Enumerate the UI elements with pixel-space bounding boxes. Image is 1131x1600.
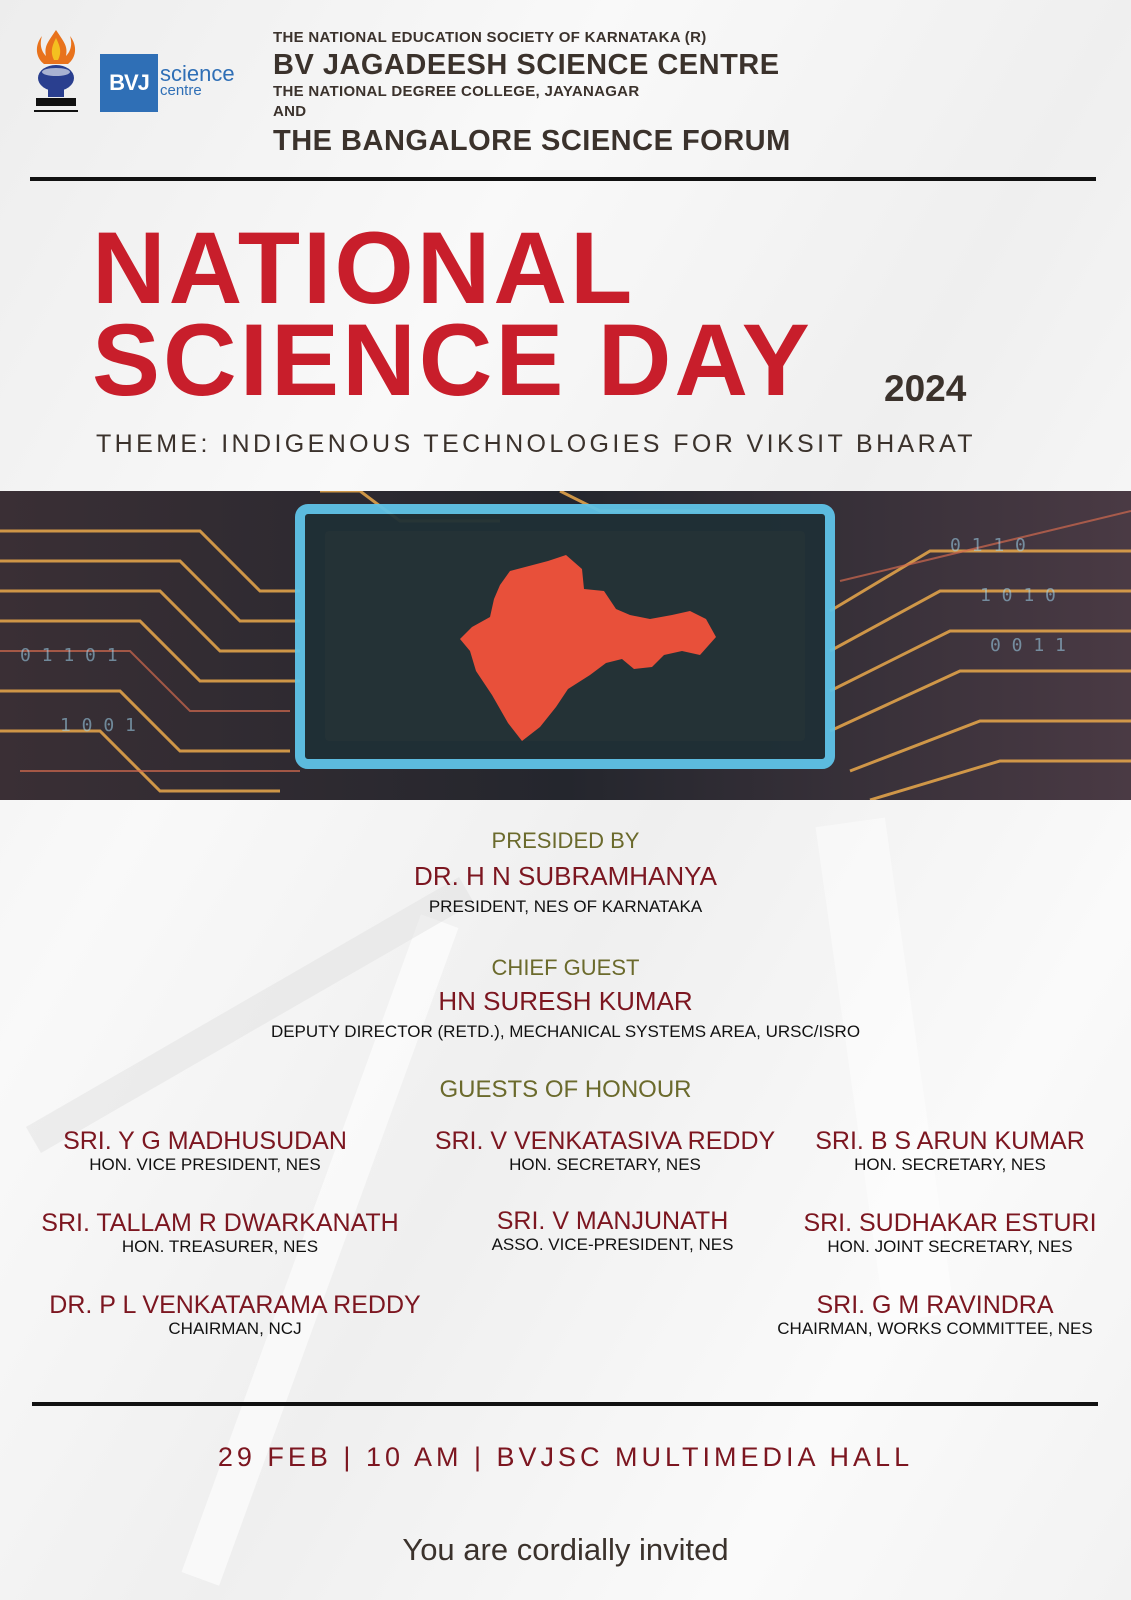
- guests-of-honour-label: GUESTS OF HONOUR: [439, 1076, 692, 1103]
- guest-name: SRI. G M RAVINDRA: [816, 1291, 1054, 1319]
- organizer-block: [273, 28, 791, 158]
- guest-name: SRI. SUDHAKAR ESTURI: [803, 1209, 1097, 1237]
- guest-desc: HON. JOINT SECRETARY, NES: [827, 1237, 1073, 1256]
- event-theme: THEME: INDIGENOUS TECHNOLOGIES FOR VIKSIT BHARAT: [96, 430, 976, 458]
- org-line-bvj: BV JAGADEESH SCIENCE CENTRE: [273, 49, 780, 81]
- guest-name: SRI. B S ARUN KUMAR: [815, 1127, 1085, 1155]
- guest-desc: ASSO. VICE-PRESIDENT, NES: [491, 1235, 734, 1254]
- guest-name: SRI. V MANJUNATH: [496, 1207, 729, 1235]
- circuit-board-image: [0, 491, 1131, 800]
- nes-emblem-logo: [30, 28, 82, 118]
- circuit-india-banner: [0, 491, 1131, 800]
- org-line-forum: THE BANGALORE SCIENCE FORUM: [273, 125, 791, 157]
- presided-label: PRESIDED BY: [491, 828, 640, 853]
- bvj-logo-centre: centre: [160, 82, 202, 99]
- footer-divider: [32, 1402, 1098, 1406]
- org-line-and: AND: [273, 103, 307, 120]
- invitation-text: You are cordially invited: [402, 1532, 729, 1567]
- guest-desc: HON. SECRETARY, NES: [509, 1155, 701, 1174]
- presided-desc: PRESIDENT, NES OF KARNATAKA: [428, 897, 703, 916]
- bvj-science-centre-logo: [100, 54, 240, 112]
- event-title: [92, 211, 813, 417]
- guest-name: SRI. V VENKATASIVA REDDY: [434, 1127, 776, 1155]
- title-line-1: NATIONAL: [92, 211, 636, 325]
- org-line-college: THE NATIONAL DEGREE COLLEGE, JAYANAGAR: [273, 83, 640, 100]
- chief-guest-desc: DEPUTY DIRECTOR (RETD.), MECHANICAL SYSTEMS AREA, URSC/ISRO: [270, 1022, 861, 1041]
- guest-name: SRI. Y G MADHUSUDAN: [63, 1127, 347, 1155]
- header: [0, 0, 1131, 180]
- svg-text:0 0 1 1: 0 0 1 1: [990, 635, 1066, 656]
- guest-desc: CHAIRMAN, WORKS COMMITTEE, NES: [777, 1319, 1093, 1338]
- chief-guest-label: CHIEF GUEST: [491, 955, 640, 980]
- event-date-time-venue: 29 FEB | 10 AM | BVJSC MULTIMEDIA HALL: [217, 1442, 914, 1472]
- guest-desc: HON. VICE PRESIDENT, NES: [89, 1155, 321, 1174]
- guest-desc: HON. TREASURER, NES: [121, 1237, 319, 1256]
- org-line-nes: THE NATIONAL EDUCATION SOCIETY OF KARNATAKA (R): [273, 29, 707, 46]
- presided-name: DR. H N SUBRAMHANYA: [414, 861, 717, 891]
- guest-desc: HON. SECRETARY, NES: [854, 1155, 1046, 1174]
- chief-guest-name: HN SURESH KUMAR: [438, 986, 693, 1016]
- svg-text:0 1 1 0 1: 0 1 1 0 1: [20, 645, 118, 666]
- svg-text:0 1 1 0: 0 1 1 0: [950, 535, 1026, 556]
- header-divider: [30, 177, 1096, 181]
- title-line-2: SCIENCE DAY: [92, 303, 813, 417]
- svg-text:1 0 0 1: 1 0 0 1: [60, 715, 136, 736]
- guest-desc: CHAIRMAN, NCJ: [168, 1319, 302, 1338]
- bvj-logo-box: BVJ: [100, 54, 158, 112]
- guest-name: SRI. TALLAM R DWARKANATH: [41, 1209, 399, 1237]
- bvj-logo-science: science: [160, 61, 235, 86]
- svg-text:1 0 1 0: 1 0 1 0: [980, 585, 1056, 606]
- guest-name: DR. P L VENKATARAMA REDDY: [49, 1291, 421, 1319]
- event-year: 2024: [884, 368, 967, 409]
